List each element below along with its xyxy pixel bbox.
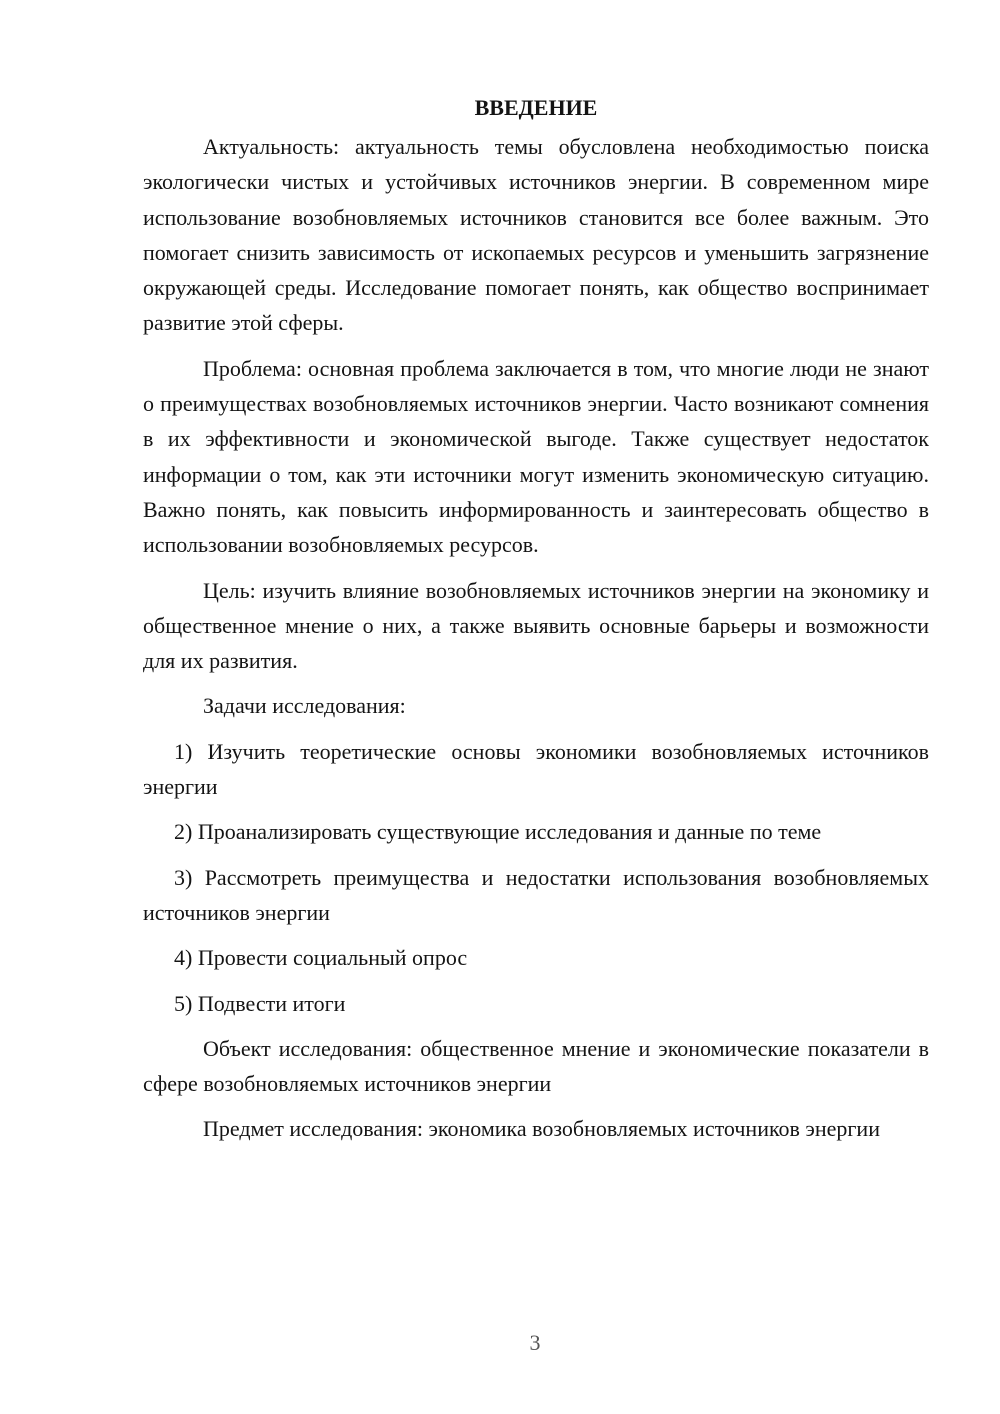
paragraph-problem: Проблема: основная проблема заключается в том, что многие люди не знают о преимуществах возобновляемых источников энергии. Часто возникают сомнения в их эффективности и экономической выгоде. Также существует недостаток информации о том, как эти источники могут изменить экономическую ситуацию. Важно понять, как повысить информированность и заинтересовать общество в использовании возобновляемых ресурсов. bbox=[143, 355, 929, 558]
list-item: 1) Изучить теоретические основы экономики возобновляемых источников энергии bbox=[143, 738, 929, 800]
list-item: 4) Провести социальный опрос bbox=[174, 945, 468, 971]
page-number: 3 bbox=[529, 1330, 541, 1355]
document-page bbox=[143, 90, 929, 1157]
tasks-list bbox=[143, 734, 929, 1021]
paragraph-goal: Цель: изучить влияние возобновляемых источников энергии на экономику и общественное мнение о них, а также выявить основные барьеры и возможности для их развития. bbox=[143, 577, 929, 674]
paragraph-subject: Предмет исследования: экономика возобновляемых источников энергии bbox=[203, 1116, 880, 1142]
tasks-title: Задачи исследования: bbox=[203, 693, 406, 719]
paragraph-object: Объект исследования: общественное мнение и экономические показатели в сфере возобновляемых источников энергии bbox=[143, 1035, 929, 1097]
list-item: 5) Подвести итоги bbox=[174, 990, 346, 1016]
paragraph-relevance: Актуальность: актуальность темы обусловлена необходимостью поиска экологически чистых и устойчивых источников энергии. В современном мире использование возобновляемых источников становится все более важным. Это помогает снизить зависимость от ископаемых ресурсов и уменьшить загрязнение окружающей среды. Исследование помогает понять, как общество воспринимает развитие этой сферы. bbox=[143, 134, 929, 336]
section-heading: ВВЕДЕНИЕ bbox=[474, 95, 598, 120]
list-item: 2) Проанализировать существующие исследования и данные по теме bbox=[174, 819, 822, 845]
list-item: 3) Рассмотреть преимущества и недостатки использования возобновляемых источников энергии bbox=[143, 864, 929, 925]
